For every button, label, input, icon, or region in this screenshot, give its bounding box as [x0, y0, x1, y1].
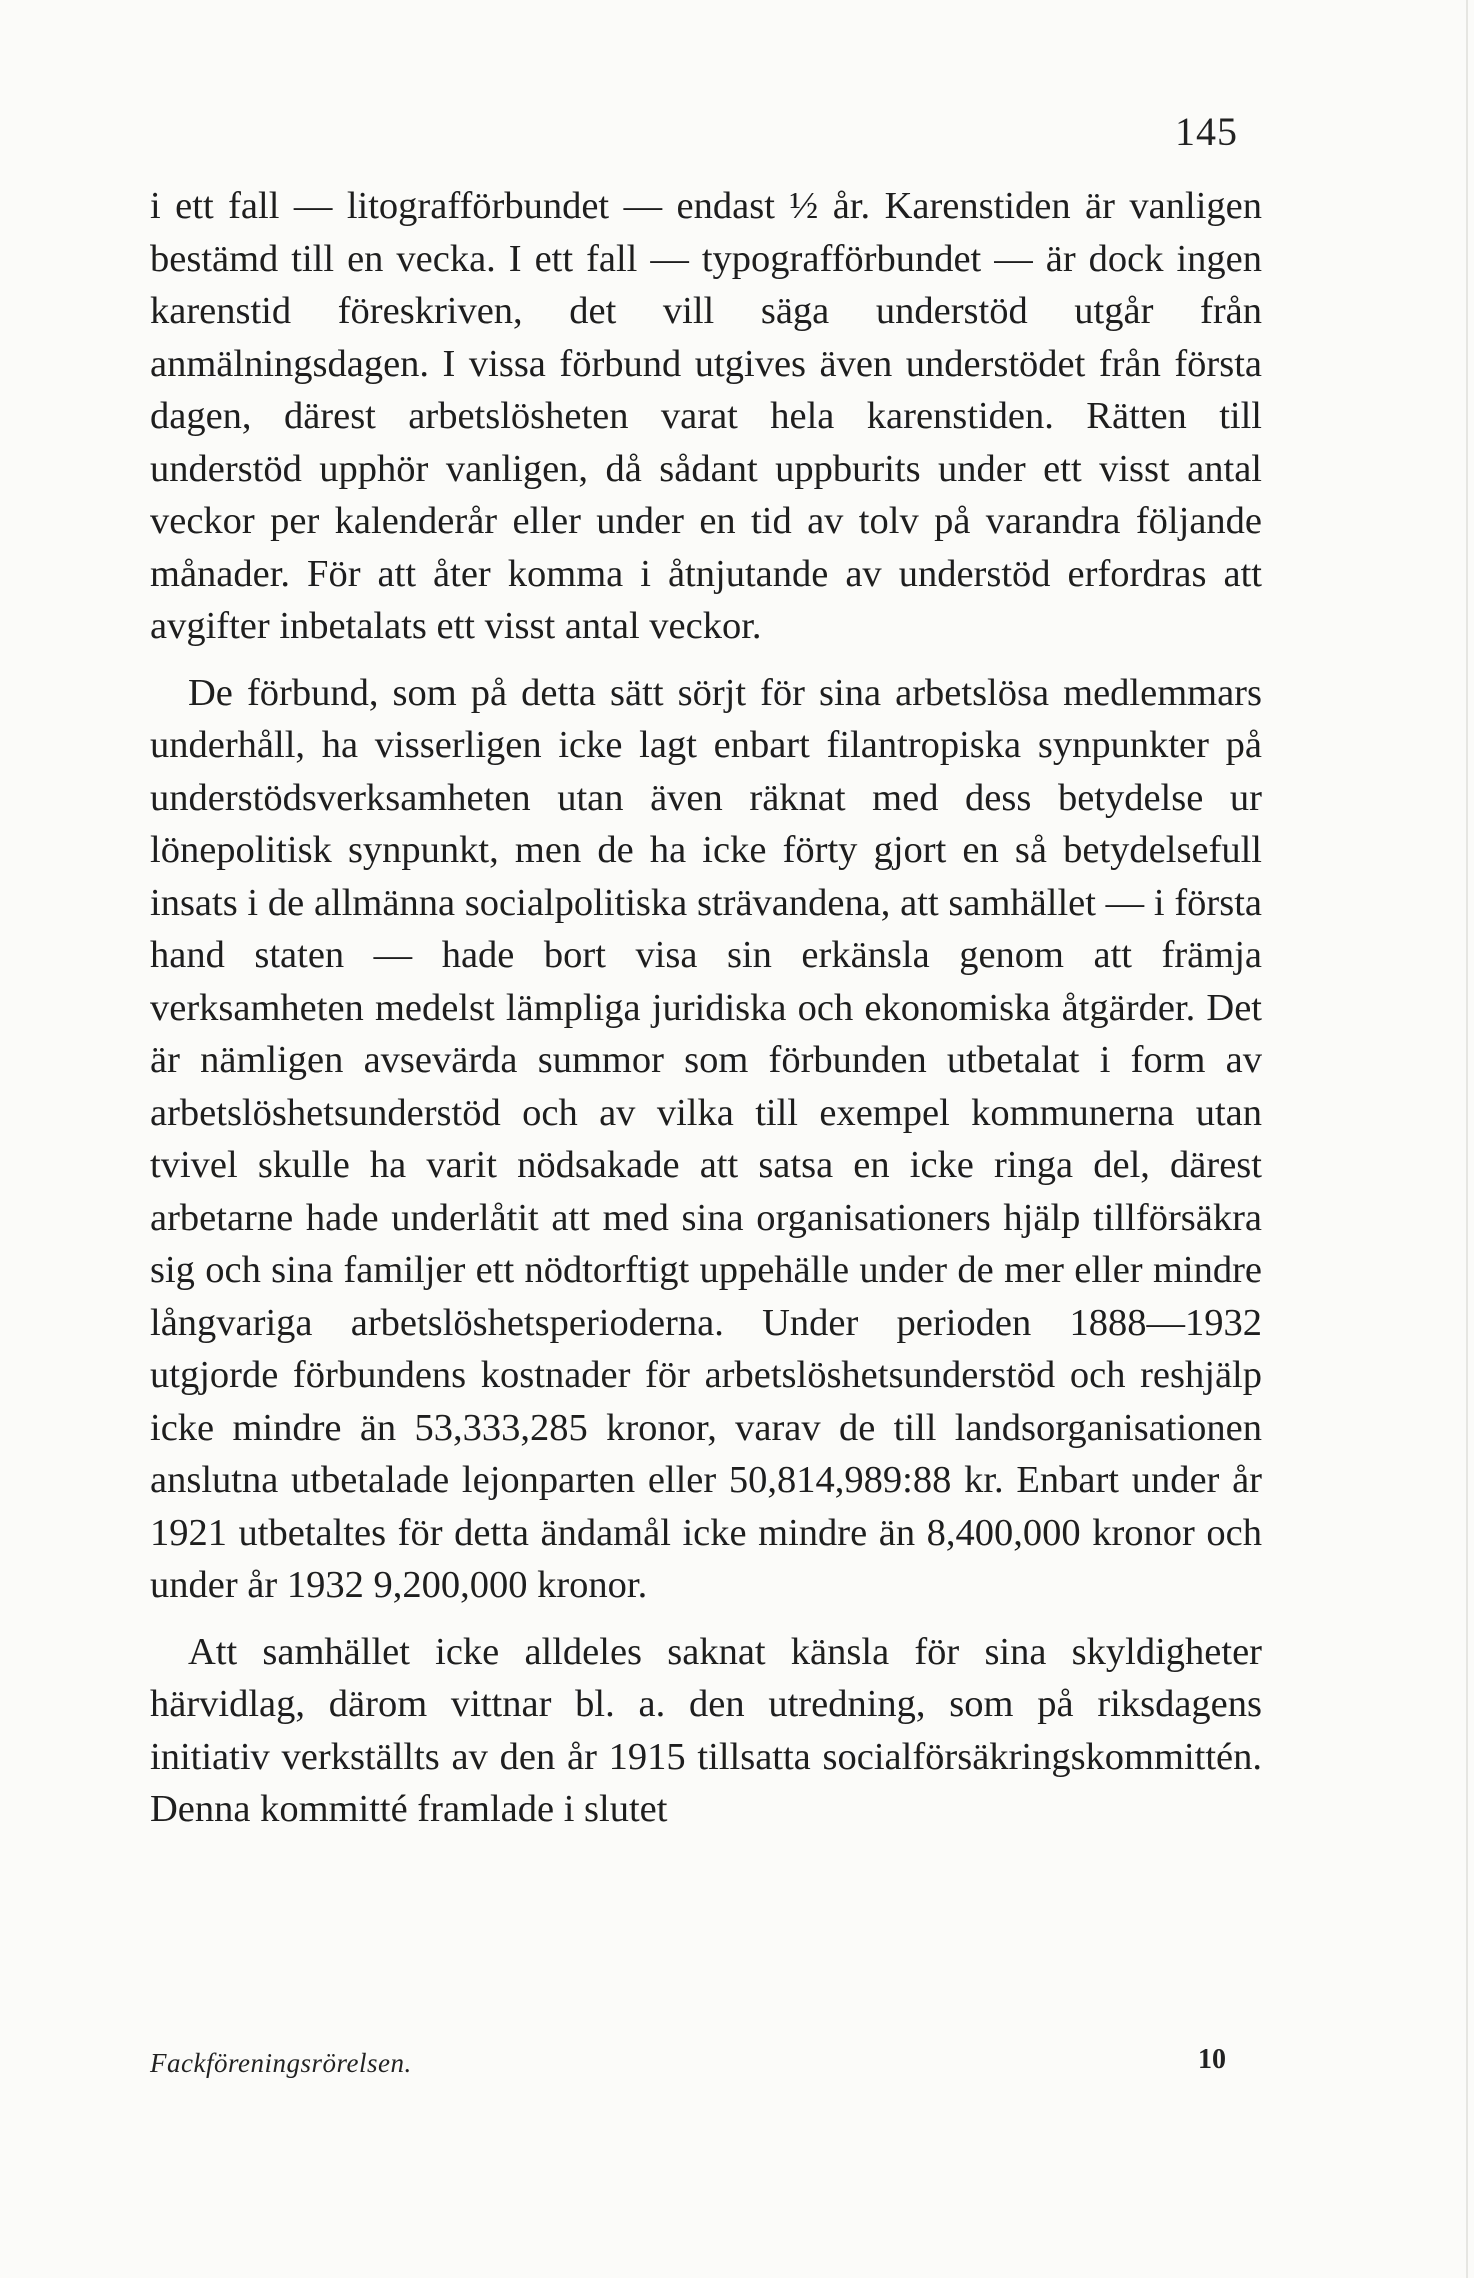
- page-edge-line: [1466, 0, 1468, 2278]
- page-number: 145: [1175, 109, 1238, 154]
- paragraph-forbund: De förbund, som på detta sätt sörjt för sina arbetslösa medlemmars underhåll, ha visserligen icke lagt enbart filantropiska synpunkter på understödsverksamheten utan även räknat med dess betydelse ur lönepolitisk synpunkt, men de ha icke förty gjort en så betydelsefull insats i de allmänna socialpolitiska strävandena, att samhället — i första hand staten — hade bort visa sin erkänsla genom att främja verksamheten medelst lämpliga juridiska och ekonomiska åtgärder. Det är nämligen avsevärda summor som förbunden utbetalat i form av arbetslöshetsunderstöd och av vilka till exempel kommunerna utan tvivel skulle ha varit nödsakade att satsa en icke ringa del, därest arbetarne hade underlåtit att med sina organisationers hjälp tillförsäkra sig och sina familjer ett nödtorftigt uppehälle under de mer eller mindre långvariga arbetslöshetsperioderna. Under perioden 1888—1932 utgjorde förbundens kostnader för arbetslöshetsunderstöd och reshjälp icke mindre än 53,333,285 kronor, varav de till landsorganisationen anslutna utbetalade lejonparten eller 50,814,989:88 kr. Enbart under år 1921 utbetaltes för detta ändamål icke mindre än 8,400,000 kronor och under år 1932 9,200,000 kronor.: [150, 671, 1262, 1606]
- running-footer-title: Fackföreningsrörelsen.: [150, 2048, 412, 2078]
- paragraph-continuation: i ett fall — litografförbundet — endast ½ år. Karenstiden är vanligen bestämd till en vecka. I ett fall — typografförbundet — är dock ingen karenstid föreskriven, det vill säga understöd utgår från anmälningsdagen. I vissa förbund utgives även understödet från första dagen, därest arbetslösheten varat hela karenstiden. Rätten till understöd upphör vanligen, då sådant uppburits under ett visst antal veckor per kalenderår eller under en tid av tolv på varandra följande månader. För att åter komma i åtnjutande av understöd erfordras att avgifter inbetalats ett visst antal veckor.: [150, 185, 1262, 647]
- signature-mark: 10: [1198, 2044, 1226, 2075]
- paragraph-samhallet: Att samhället icke alldeles saknat känsla för sina skyldigheter härvidlag, därom vittnar bl. a. den utredning, som på riksdagens initiativ verkställts av den år 1915 tillsatta socialförsäkringskommittén. Denna kommitté framlade i slutet: [150, 1630, 1262, 1830]
- body-text: [150, 180, 1262, 1836]
